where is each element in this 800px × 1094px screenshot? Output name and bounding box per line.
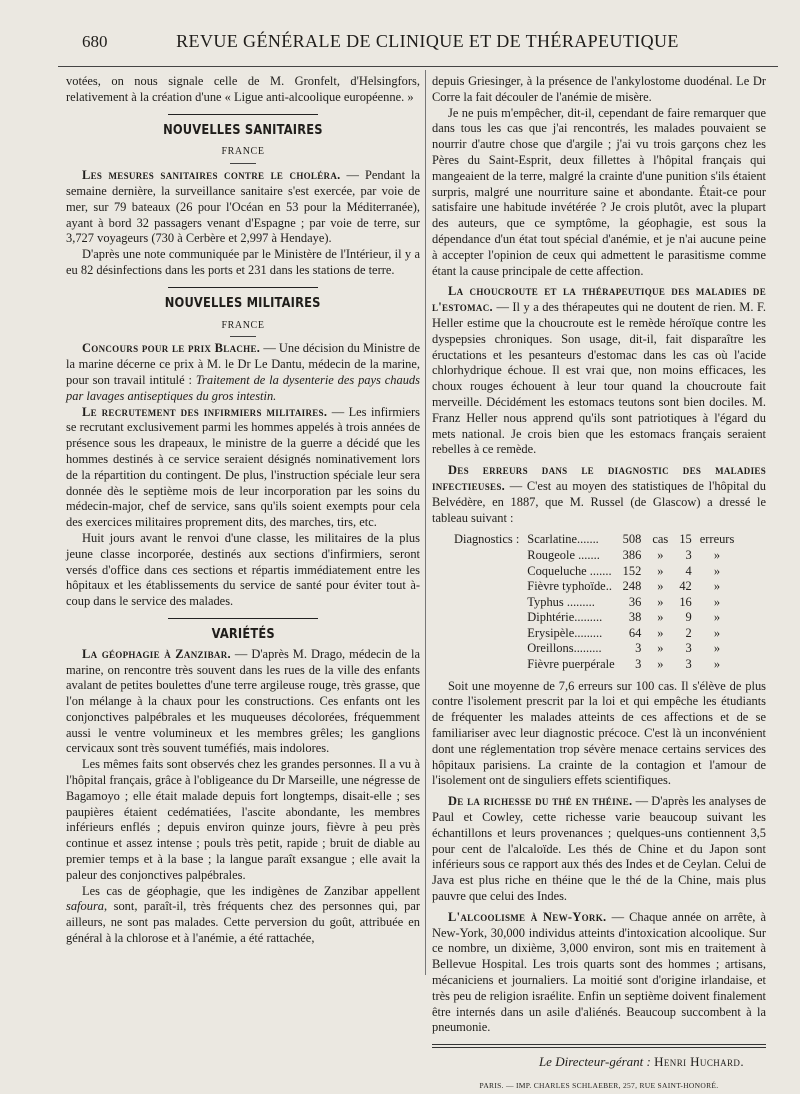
country-rule bbox=[230, 336, 256, 337]
signature-label: Le Directeur-gérant : bbox=[538, 1054, 651, 1070]
errors-value: 15 bbox=[679, 532, 692, 547]
errors-unit: » bbox=[713, 610, 721, 625]
signature-name: Henri Huchard. bbox=[654, 1054, 744, 1070]
article-text: — Il y a des thérapeutes qui ne doutent de rien. M. F. Heller estime que la choucroute est le remède héroïque contre les dyspepsies chroniques. Son usage, dit-il, fait disparaître les éructations et les pesanteurs d'estomac dans les cas où l'acide chlorhydrique échoue. Il est vrai que, non moins efficaces, les choux rouges échouent à leur tour quand la choucroute fait merveille. Décidément les estomacs teutons sont bien dociles. M. Franz Heller nous apprend qu'ils sont patriotiques à l'égard du mets national. Je crois bien que les estomacs français seraient rebelles à ce remède. bbox=[432, 300, 766, 457]
table-label bbox=[450, 641, 523, 657]
safoura-word: safoura bbox=[66, 899, 105, 914]
table-label: Diagnostics : bbox=[454, 532, 520, 547]
diagnosis-name: Fièvre typhoïde.. bbox=[527, 579, 612, 594]
article-geophagie bbox=[66, 647, 420, 758]
section-sanitaires bbox=[66, 114, 420, 165]
right-column bbox=[432, 74, 766, 1094]
article-alcoolisme bbox=[432, 910, 766, 1036]
section-country: FRANCE bbox=[221, 146, 265, 158]
errors-unit: » bbox=[713, 641, 721, 656]
article-text: — Chaque année on arrête, à New-York, 30,000 individus atteints d'intoxication alcoolique. Sur ce nombre, un dixième, 3,000 environ, sont mis en traitement à Bellevue Hospital. Les trois quarts sont des hommes ; artisans, mécaniciens et journaliers. La moitié sont d'origine irlandaise, et très peu de religion israélite. Enfin un septième doivent finalement être internés dans un asile d'aliénés. Beaucoup succombent à la pneumonie. bbox=[432, 909, 766, 1035]
cases-unit: » bbox=[657, 547, 664, 562]
article-text: — D'après les analyses de Paul et Cowley, cette richesse varie beaucoup suivant les échantillons et leurs provenances ; quelques-uns contiennent 3,5 pour cent de l'alcaloïde. Les thés de Chine et du Japon sont inférieurs sous ce rapport aux thés des Indes et de Ceylan. Celui de Java est plus riche en théine que le thé de la Chine, mais plus pauvre que celui des Indes. bbox=[432, 794, 767, 904]
cases-value: 64 bbox=[628, 625, 642, 640]
table-row bbox=[450, 610, 738, 626]
table-row bbox=[450, 548, 738, 564]
printer-imprint: PARIS. — IMP. CHARLES SCHLAEBER, 257, RUE SAINT-HONORÉ. bbox=[479, 1080, 719, 1090]
section-title: NOUVELLES MILITAIRES bbox=[165, 294, 321, 311]
errors-unit: erreurs bbox=[699, 532, 735, 547]
cases-unit: cas bbox=[652, 532, 669, 547]
errors-unit: » bbox=[713, 563, 721, 578]
diagnosis-name: Oreillons......... bbox=[527, 641, 602, 656]
errors-unit: » bbox=[713, 547, 721, 562]
section-country: FRANCE bbox=[221, 319, 265, 331]
cases-unit: » bbox=[657, 625, 664, 640]
article-heading: Des erreurs dans le diagnostic des maladies infectieuses. bbox=[432, 463, 766, 493]
article-text: — D'après M. Drago, médecin de la marine, on rencontre très souvent dans les rues de la ville des enfants avalant de petites boulettes d'une terre argileuse rouge, très grasse, que l'on mélange à la chaux pour les constructions. Ces enfants ont les conjonctives palpébrales et les muqueuses décolorées, fréquemment aussi le ventre volumineux et les membres grêles; les ganglions cervicaux sont très souvent tuméfiés, mais indolores. bbox=[66, 646, 420, 756]
signature bbox=[432, 1054, 766, 1070]
article-text: — C'est au moyen des statistiques de l'hôpital du Belvédère, en 1887, que M. Russel (de Glascow) a dressé le tableau suivant : bbox=[432, 478, 766, 525]
article-prix-blache bbox=[66, 341, 420, 404]
table-row bbox=[450, 626, 738, 642]
cases-unit: » bbox=[657, 657, 664, 672]
page-number: 680 bbox=[82, 32, 108, 51]
table-label bbox=[450, 579, 523, 595]
table-label bbox=[450, 610, 523, 626]
table-row bbox=[450, 579, 738, 595]
article-recrutement bbox=[66, 405, 420, 531]
paragraph-griesinger: depuis Griesinger, à la présence de l'ankylostome duodénal. Le Dr Corre la fait découler de l'anémie de misère. bbox=[432, 74, 766, 104]
article-heading: La géophagie à Zanzibar. bbox=[82, 646, 231, 661]
left-column bbox=[66, 74, 420, 947]
cases-unit: » bbox=[657, 563, 664, 578]
column-divider bbox=[425, 70, 426, 975]
article-desinfections: D'après une note communiquée par le Ministère de l'Intérieur, il y a eu 82 désinfections dans les ports et 231 dans les stations de terre. bbox=[66, 247, 420, 277]
diagnosis-name: Typhus ......... bbox=[527, 594, 595, 609]
article-text: — Une décision du Ministre de la marine décerne ce prix à M. le Dr Le Dantu, médecin de la marine, pour son travail intitulé : bbox=[66, 341, 420, 387]
article-text: Les cas de géophagie, que les indigènes de Zanzibar appellent bbox=[82, 883, 420, 898]
cases-unit: » bbox=[657, 579, 664, 594]
diagnosis-name: Fièvre puerpérale bbox=[527, 657, 615, 672]
errors-value: 4 bbox=[685, 563, 692, 578]
errors-unit: » bbox=[713, 579, 721, 594]
article-text: , sont, paraît-il, très fréquents chez des personnes qui, par ailleurs, ne sont pas malades. Cette perversion du goût, attribuée en général à la chlorose et à l'anémie, a été rattachée, bbox=[66, 899, 420, 946]
errors-value: 3 bbox=[685, 641, 692, 656]
cases-value: 508 bbox=[622, 532, 642, 547]
section-title: VARIÉTÉS bbox=[211, 625, 275, 642]
article-choucroute bbox=[432, 284, 766, 458]
article-heading: La choucroute et la thérapeutique des maladies de l'estomac. bbox=[432, 284, 766, 315]
cases-value: 152 bbox=[622, 563, 642, 578]
cases-value: 38 bbox=[628, 610, 642, 625]
header-rule bbox=[58, 66, 778, 67]
errors-value: 3 bbox=[685, 657, 692, 672]
closing-double-rule bbox=[432, 1044, 766, 1048]
article-erreurs bbox=[432, 463, 766, 526]
running-title: REVUE GÉNÉRALE DE CLINIQUE ET DE THÉRAPEUTIQUE bbox=[176, 31, 679, 51]
section-militaires bbox=[66, 287, 420, 338]
errors-value: 42 bbox=[679, 579, 692, 594]
cases-value: 248 bbox=[622, 579, 642, 594]
paragraph-moyenne: Soit une moyenne de 7,6 erreurs sur 100 cas. Il s'élève de plus contre l'isolement prescrit par la loi et qui empêche les étudiants de fréquenter les malades atteints de ces affections et de se familiariser avec leur diagnostic précoce. C'est là un inconvénient dont une réglementation trop sévère menace certains services des hôpitaux parisiens. La crainte de la contagion et l'amour de l'isolement ont de singuliers effets scientifiques. bbox=[432, 678, 766, 788]
article-geophagie-safoura bbox=[66, 884, 420, 947]
diagnostics-table bbox=[450, 532, 738, 672]
table-label bbox=[450, 548, 523, 564]
cases-unit: » bbox=[657, 610, 664, 625]
paragraph-quote: Je ne puis m'empêcher, dit-il, cependant de faire remarquer que dans tous les cas que j'ai rencontrés, les malades pouvaient se nourrir d'autre chose que d'argile ; j'ai vu trois garçons chez les Pères du Saint-Esprit, deux fillettes à l'hôpital français qui mangeaient de la terre, malgré la crainte d'une punition s'ils étaient surpris, malgré une nourriture saine et abondante. Était-ce pour satisfaire une habitude invétérée ? Je crois plutôt, avec la plupart des auteurs, que ce symptôme, la géophagie, est sous la dépendance d'un état tout spécial d'anémie, et je n'ai aucune peine à accepter l'opinion de ceux qui admettent le parasitisme comme étant la cause principale de cette affection. bbox=[432, 105, 766, 278]
diagnosis-name: Erysipèle......... bbox=[527, 625, 603, 640]
diagnosis-name: Scarlatine....... bbox=[527, 532, 599, 547]
article-heading: L'alcoolisme à New-York. bbox=[448, 909, 607, 924]
cases-unit: » bbox=[657, 594, 664, 609]
table-row bbox=[450, 657, 738, 673]
section-title: NOUVELLES SANITAIRES bbox=[163, 121, 323, 138]
page-header bbox=[70, 28, 745, 54]
article-text: — Les infirmiers se recrutant exclusivement parmi les hommes appelés à trois années de présence sous les drapeaux, le ministre de la guerre a décidé que les hommes destinés à ce service seraient désignés nominativement lors de la répartition du contingent. De plus, l'instruction spéciale leur sera donnée dès le septième mois de leur incorporation par les soins du médecin-major, chef de service, sans qu'ils soient exempts pour cela des exercices militaires proprement dits, des marches, tirs, etc. bbox=[66, 404, 420, 530]
article-geophagie-cont: Les mêmes faits sont observés chez les grandes personnes. Il a vu à l'hôpital français, grâce à l'obligeance du Dr Marseille, une négresse de Bagamoyo ; elle était malade depuis fort longtemps, disait-elle ; ses paupières étaient cedématiées, l'ascite abondante, les membres inférieurs enflés ; depuis environ quinze jours, fièvre à peu près continue et assez intense ; pouls très petit, rapide ; bruit de diable au premier temps et à la base ; la langue paraît exsangue ; elle avait la paleur des conjonctives palpébrales. bbox=[66, 757, 420, 882]
table-row bbox=[450, 564, 738, 580]
table-label bbox=[450, 657, 523, 673]
article-heading: Concours pour le prix Blache. bbox=[82, 341, 261, 356]
errors-value: 2 bbox=[685, 625, 692, 640]
diagnosis-name: Diphtérie......... bbox=[527, 610, 603, 625]
errors-unit: » bbox=[713, 625, 721, 640]
table-label bbox=[450, 626, 523, 642]
table-row bbox=[450, 595, 738, 611]
diagnosis-name: Rougeole ....... bbox=[527, 547, 600, 562]
errors-value: 3 bbox=[685, 547, 692, 562]
section-rule bbox=[168, 287, 318, 288]
table-row bbox=[450, 641, 738, 657]
work-title: Traitement de la dysenterie des pays chauds par lavages antiseptiques du gros intestin. bbox=[66, 372, 420, 403]
section-rule bbox=[168, 114, 318, 115]
article-heading: Le recrutement des infirmiers militaires. bbox=[82, 404, 328, 419]
cases-value: 36 bbox=[628, 594, 642, 609]
article-recrutement-cont: Huit jours avant le renvoi d'une classe, les militaires de la plus jeune classe incorporée, destinés aux sections d'infirmiers, seront versés d'office dans ces sections et répartis immédiatement entre les hôpitaux et les établissements du service de santé pour éviter tout à-coup dans le service des malades. bbox=[66, 530, 420, 609]
errors-value: 16 bbox=[679, 594, 692, 609]
cases-value: 386 bbox=[622, 547, 642, 562]
cases-value: 3 bbox=[635, 657, 642, 672]
cases-value: 3 bbox=[635, 641, 642, 656]
errors-value: 9 bbox=[685, 610, 692, 625]
section-rule bbox=[168, 618, 318, 619]
table-label bbox=[450, 595, 523, 611]
article-the bbox=[432, 794, 766, 905]
errors-unit: » bbox=[713, 594, 721, 609]
errors-unit: » bbox=[713, 657, 721, 672]
article-heading: De la richesse du thé en théine. bbox=[448, 794, 633, 809]
table-row bbox=[450, 532, 738, 548]
article-heading: Les mesures sanitaires contre le choléra. bbox=[82, 168, 341, 183]
article-cholera bbox=[66, 168, 420, 247]
diagnosis-name: Coqueluche ....... bbox=[527, 563, 612, 578]
section-varietes bbox=[66, 618, 420, 643]
country-rule bbox=[230, 163, 256, 164]
intro-paragraph: votées, on nous signale celle de M. Gronfelt, d'Helsingfors, relativement à la création d'une « Ligue anti-alcoolique européenne. » bbox=[66, 74, 420, 104]
article-text: — Pendant la semaine dernière, la surveillance sanitaire s'est exercée, par voie de mer, sur 79 bateaux (26 pour l'Océan en 53 pour la Méditerranée), ayant à bord 32 passagers venant d'Espagne ; par voie de terre, sur 3,727 voyageurs (730 à Cerbère et 2,997 à Hendaye). bbox=[66, 168, 421, 246]
cases-unit: » bbox=[657, 641, 664, 656]
table-label bbox=[450, 564, 523, 580]
